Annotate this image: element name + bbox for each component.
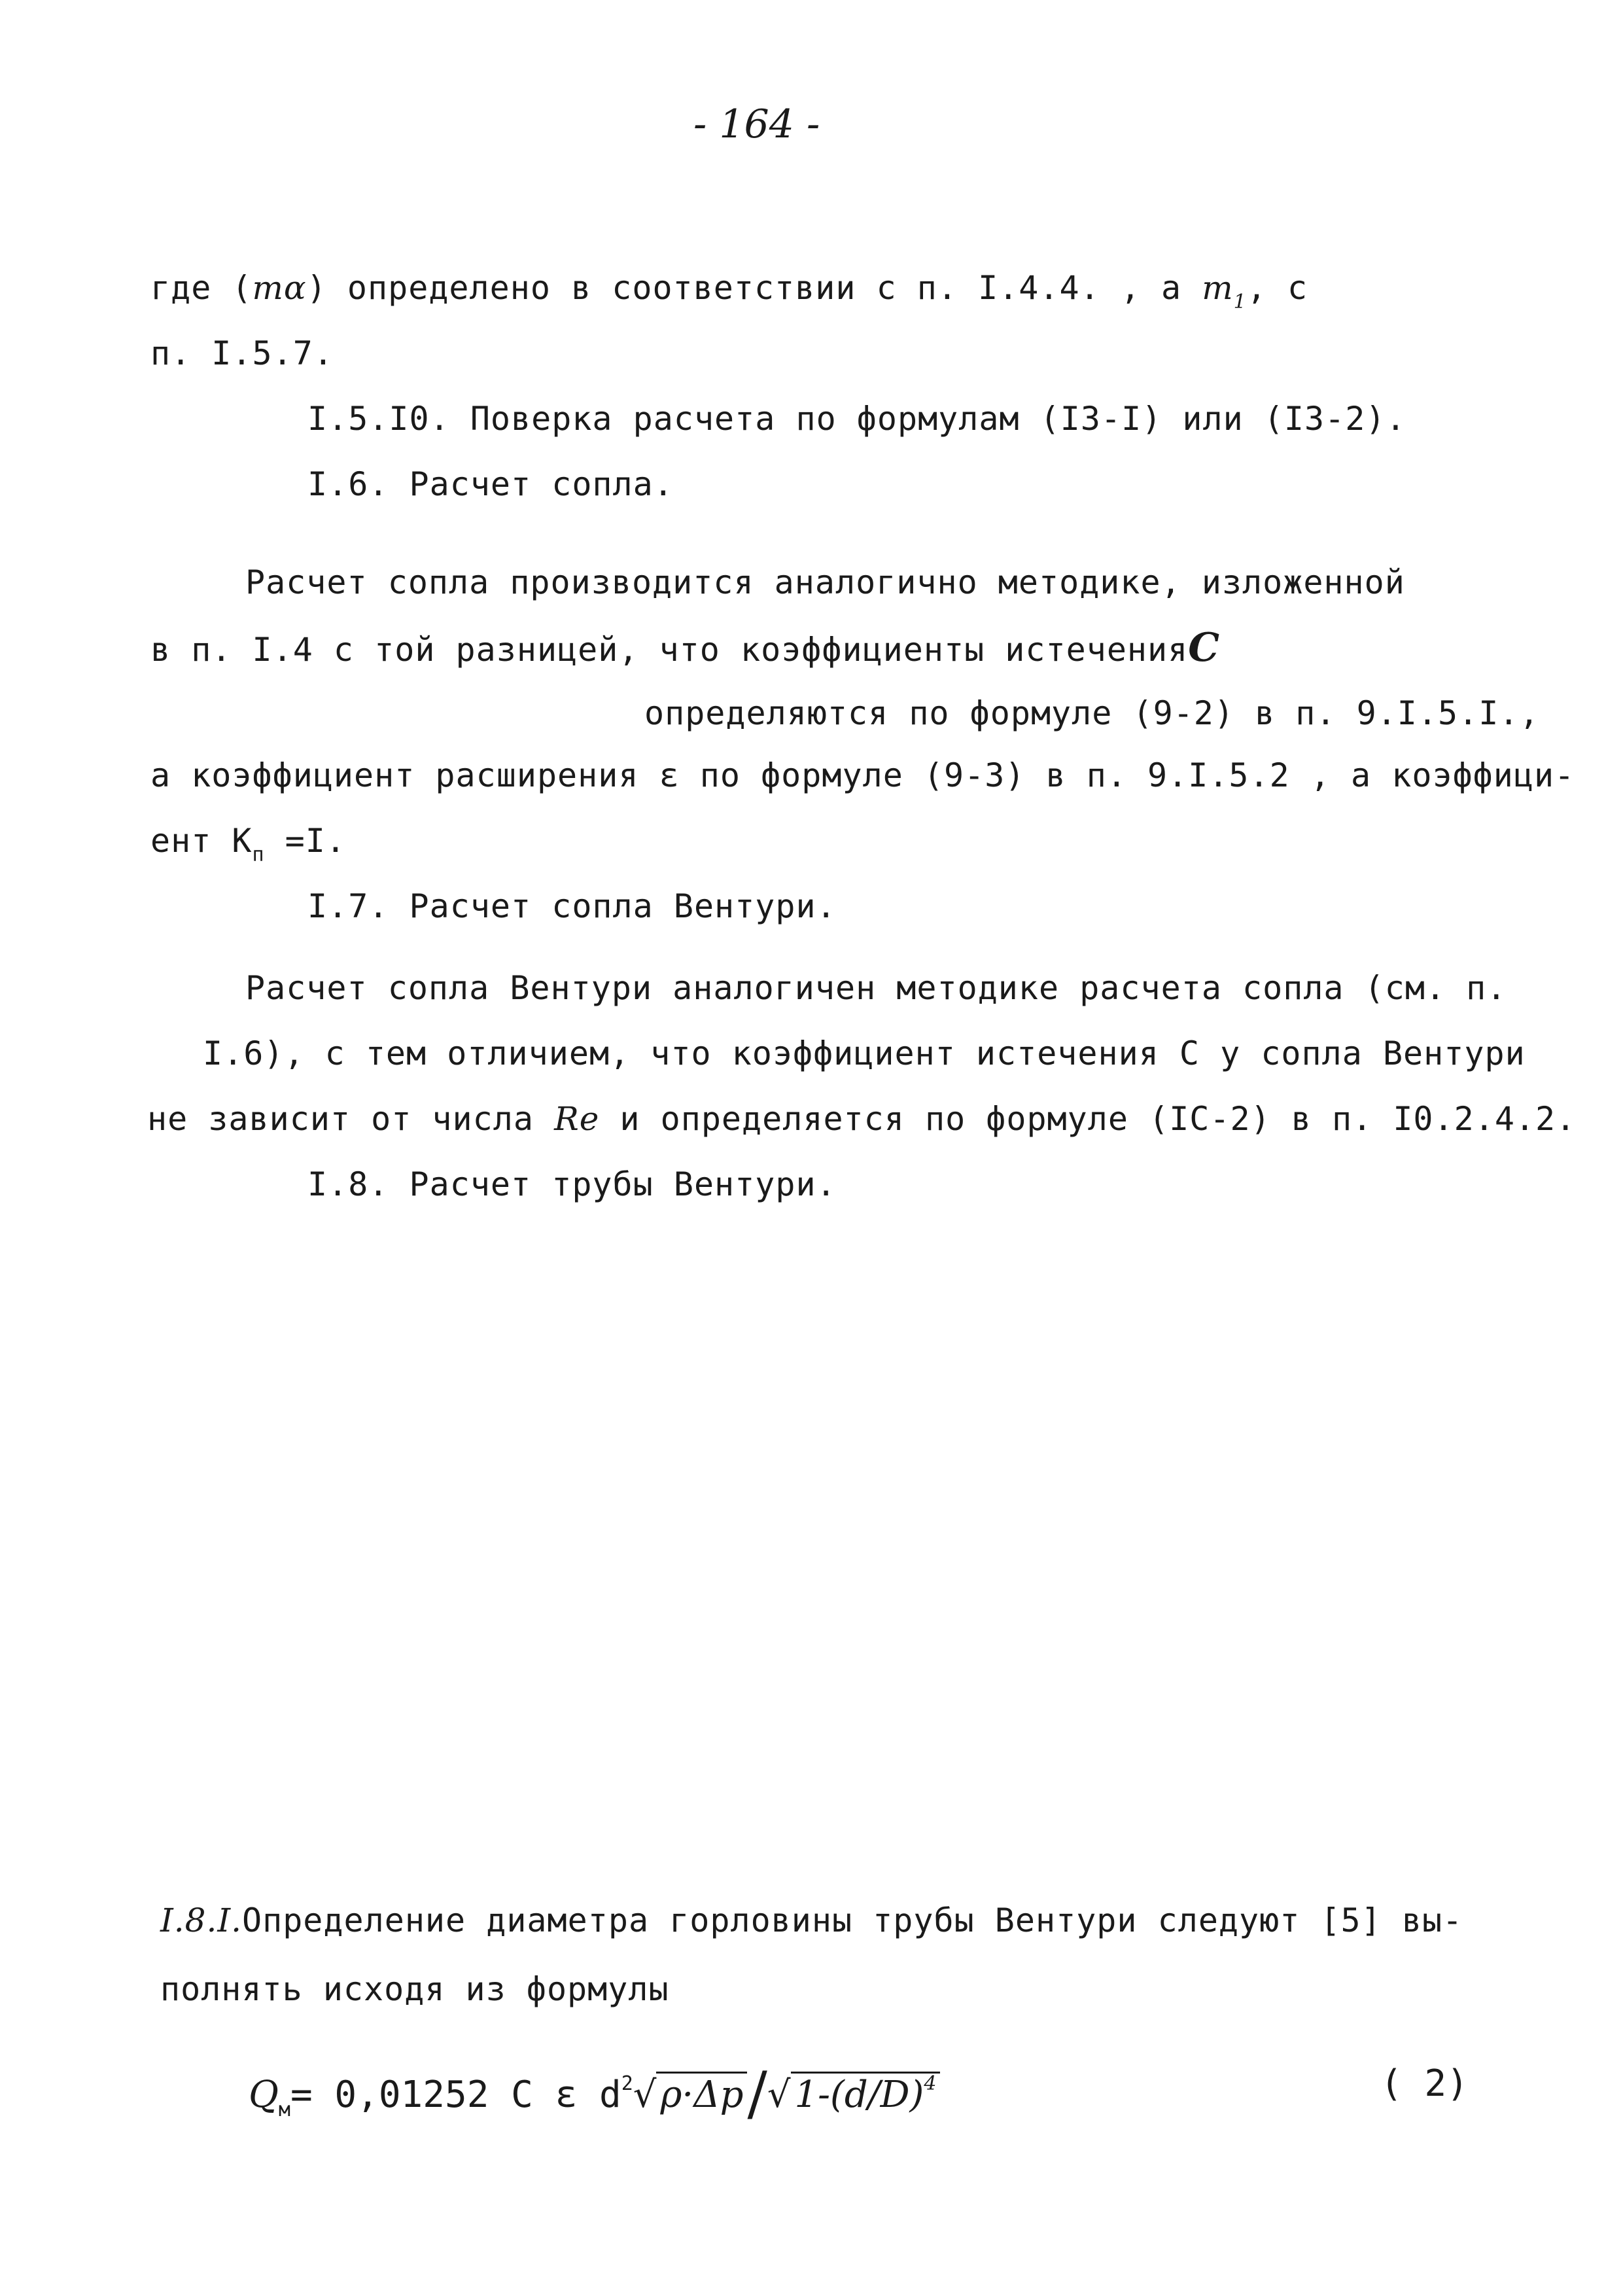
denominator-text: 1-(d/D) [794,2074,924,2116]
formula-q-subscript: м [278,2098,290,2121]
subsection-number: I.8.I. [160,1901,242,1939]
text-segment: не зависит от числа [147,1100,534,1138]
text-segment: Определение диаметра горловины трубы Вентури следуют [5] вы- [242,1901,1463,1939]
text-line-7: определяются по формуле (9-2) в п. 9.I.5.I., [644,694,1540,732]
symbol-C: C [1188,625,1220,671]
sqrt-sign: √ [633,2074,657,2116]
text-line-5: Расчет сопла производится аналогично методике, изложенной [245,563,1405,601]
text-line-16: полнять исходя из формулы [160,1970,669,2008]
symbol-m1 [1202,269,1247,313]
page-number: - 164 - [693,101,820,147]
radicand-rho-dp: ρ·Δp [656,2072,747,2116]
text-line-12: I.6), с тем отличием, что коэффициент истечения C у сопла Вентури [203,1034,1526,1072]
subscript: 1 [1233,291,1247,313]
formula-q: Q [249,2074,279,2116]
text-line-2: п. I.5.7. [150,334,334,372]
text-segment: =I. [264,822,346,860]
text-segment: , с [1246,269,1308,307]
formula-sqrt-denominator [767,2072,941,2116]
radicand-denominator [791,2072,941,2116]
text-line-11: Расчет сопла Вентури аналогичен методике расчета сопла (см. п. [245,969,1507,1007]
text-line-13 [147,1096,1576,1142]
equation-number: ( 2) [1380,2062,1469,2105]
formula-d-exponent: 2 [621,2072,633,2095]
division-slash: / [747,2059,767,2128]
text-line-8: а коэффициент расширения ε по формуле (9-3) в п. 9.I.5.2 , а коэффици- [150,756,1575,794]
text-segment: и определяется по формуле (IC-2) в п. I0.2.4.2. [620,1100,1577,1138]
subscript: п [252,843,265,866]
symbol-Re: Re [554,1100,600,1138]
symbol-m: m [1202,269,1234,307]
subsection-1-5-10: I.5.I0. Поверка расчета по формулам (I3-I) или (I3-2). [307,400,1406,438]
text-line-15 [160,1898,1463,1943]
sqrt-sign: √ [767,2074,791,2116]
symbol-m-alpha: mα [252,269,307,307]
heading-1-8: I.8. Расчет трубы Вентури. [307,1165,837,1203]
text-segment: в п. I.4 с той разницей, что коэффициенты истечения [150,631,1189,669]
text-segment: ) определено в соответствии с п. I.4.4. , а [306,269,1182,307]
formula-sqrt-numerator [633,2072,748,2116]
text-segment: где ( [150,269,253,307]
heading-1-7: I.7. Расчет сопла Вентури. [307,887,837,925]
denominator-exponent: 4 [924,2072,937,2095]
formula-body: = 0,01252 C ε d [290,2074,621,2116]
heading-1-6: I.6. Расчет сопла. [307,465,674,503]
text-line-6 [150,625,1220,673]
formula-2 [249,2048,940,2146]
text-segment: ент K [150,822,253,860]
text-line-9 [150,818,346,878]
text-line-1 [150,265,1308,325]
